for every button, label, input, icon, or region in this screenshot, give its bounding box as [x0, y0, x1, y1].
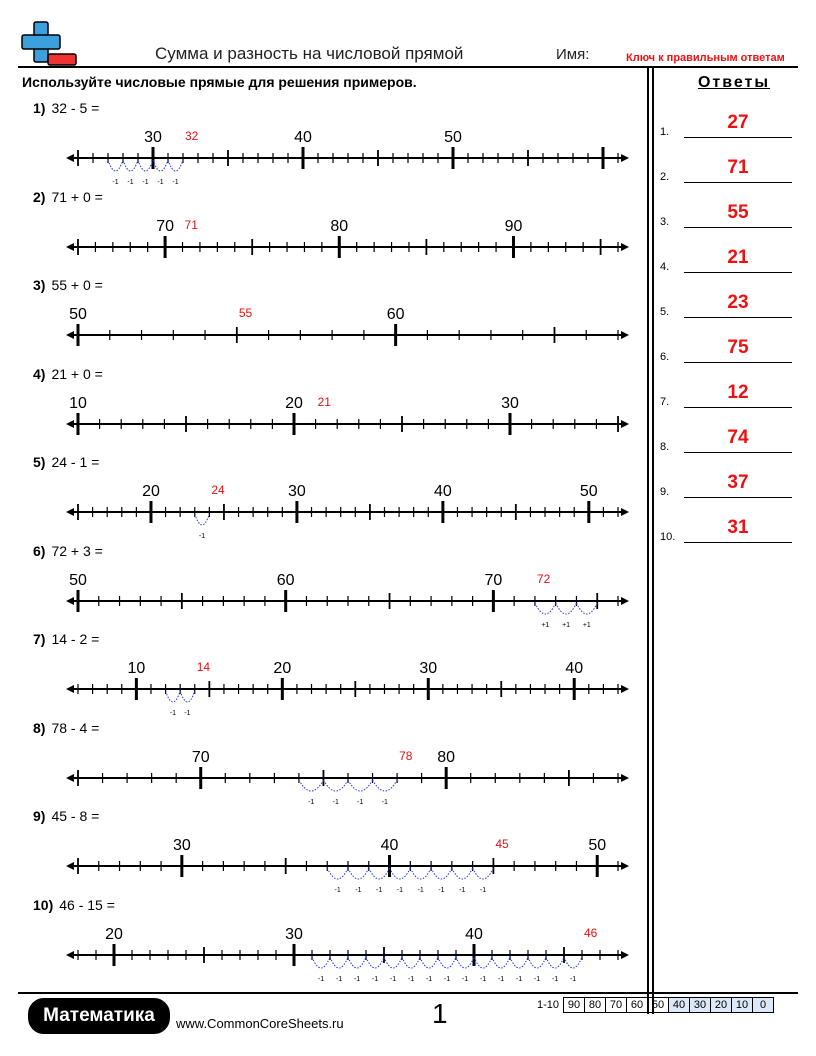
- jump-label: +1: [541, 621, 550, 629]
- tick-label: 50: [444, 129, 462, 146]
- jump-arc: [330, 957, 348, 968]
- number-line: [0, 720, 650, 810]
- jump-label: -1: [332, 798, 339, 806]
- answer-row: [660, 468, 792, 498]
- jump-label: -1: [417, 887, 424, 894]
- answer-row: [660, 198, 792, 228]
- answer-number: 3.: [660, 216, 670, 228]
- jump-arc: [123, 160, 138, 171]
- score-cell: 20: [711, 998, 732, 1013]
- answer-value: 37: [727, 472, 749, 493]
- answer-row: [660, 378, 792, 408]
- arrow-right-icon: [621, 243, 629, 251]
- score-cell: 0: [753, 998, 774, 1013]
- answer-number: 8.: [660, 441, 670, 453]
- start-mark-label: 71: [184, 217, 198, 232]
- tick-label: 40: [465, 925, 483, 943]
- jump-label: -1: [443, 975, 451, 983]
- answer-number: 7.: [660, 396, 670, 408]
- jump-arc: [528, 957, 546, 968]
- jump-arc: [576, 603, 597, 614]
- problem-expression: 46 - 15 =: [59, 896, 115, 913]
- answer-value: 31: [727, 517, 749, 538]
- answer-row: [660, 513, 792, 543]
- tick-label: 20: [285, 394, 303, 412]
- answer-row: [660, 288, 792, 318]
- problem-expression: 32 - 5 =: [51, 100, 100, 116]
- jump-label: -1: [308, 798, 315, 806]
- jump-arc: [456, 957, 474, 968]
- answers-title: Ответы: [697, 74, 771, 91]
- jump-label: -1: [355, 887, 362, 894]
- jump-arc: [510, 957, 528, 968]
- number-line: [0, 897, 650, 987]
- jump-arc: [556, 603, 577, 614]
- tick-label: 10: [69, 394, 87, 412]
- answer-value: 55: [727, 202, 749, 223]
- score-table: [534, 997, 774, 1013]
- jump-label: -1: [461, 975, 469, 983]
- jump-arc: [474, 957, 492, 968]
- jump-arc: [369, 868, 390, 879]
- problem-number: 6): [33, 542, 46, 559]
- answer-line: [684, 452, 792, 453]
- score-cell: 60: [627, 998, 648, 1013]
- answer-number: 1.: [660, 126, 670, 138]
- answer-line: [684, 497, 792, 498]
- number-line: [0, 100, 650, 190]
- arrow-right-icon: [621, 154, 629, 162]
- jump-arc: [108, 160, 123, 171]
- problem-expression: 24 - 1 =: [51, 454, 100, 470]
- tick-label: 70: [156, 217, 174, 235]
- jump-arc: [431, 868, 452, 879]
- tick-label: 40: [380, 837, 399, 854]
- arrow-left-icon: [66, 420, 74, 428]
- answer-value: 75: [727, 337, 749, 358]
- number-line: [0, 543, 650, 633]
- answer-number: 4.: [660, 261, 670, 273]
- tick-label: 70: [191, 748, 210, 766]
- arrow-right-icon: [621, 420, 629, 428]
- jump-arc: [452, 868, 473, 879]
- tick-label: 30: [285, 925, 303, 943]
- arrow-left-icon: [66, 862, 74, 870]
- jump-label: +1: [562, 621, 571, 629]
- tick-label: 30: [501, 394, 519, 412]
- tick-label: 40: [433, 483, 452, 500]
- arrow-right-icon: [621, 597, 629, 605]
- tick-label: 30: [288, 483, 306, 500]
- problem-expression: 55 + 0 =: [51, 277, 103, 293]
- tick-label: 20: [105, 925, 123, 943]
- tick-label: 10: [127, 660, 146, 677]
- tick-label: 60: [276, 571, 295, 589]
- number-line: [0, 454, 650, 544]
- tick-label: 40: [565, 660, 584, 677]
- answer-row: [660, 423, 792, 453]
- answer-value: 74: [727, 427, 749, 448]
- arrow-left-icon: [66, 508, 74, 516]
- problem-expression: 14 - 2 =: [51, 631, 100, 647]
- answer-value: 71: [727, 157, 749, 178]
- problem-number: 7): [33, 631, 46, 647]
- page-number: 1: [432, 998, 448, 1029]
- score-cell: 30: [690, 998, 711, 1013]
- start-mark-label: 46: [584, 925, 598, 940]
- problem-expression: 72 + 3 =: [51, 542, 103, 559]
- score-cell: 50: [648, 998, 669, 1013]
- jump-arc: [420, 957, 438, 968]
- jump-label: -1: [169, 710, 176, 717]
- problem-number: 2): [33, 188, 46, 205]
- jump-arc: [153, 160, 168, 171]
- logo-icon: [20, 20, 80, 70]
- tick-label: 40: [294, 129, 312, 146]
- score-range-label: 1-10: [537, 999, 560, 1011]
- jump-label: -1: [479, 887, 487, 894]
- answer-value: 27: [727, 112, 749, 133]
- answer-value: 12: [727, 382, 749, 403]
- score-cell: 80: [585, 998, 606, 1013]
- answer-line: [684, 362, 792, 363]
- start-mark-label: 24: [211, 483, 225, 497]
- jump-label: -1: [357, 798, 364, 806]
- subject-badge: Математика: [28, 998, 170, 1034]
- answer-line: [684, 227, 792, 228]
- score-cell: 40: [669, 998, 690, 1013]
- answer-line: [684, 137, 792, 138]
- jump-label: -1: [497, 975, 505, 983]
- jump-arc: [390, 868, 411, 879]
- column-divider: [652, 66, 654, 1014]
- jump-label: -1: [157, 179, 164, 186]
- jump-label: -1: [389, 975, 397, 983]
- arrow-left-icon: [66, 243, 74, 251]
- jump-label: -1: [112, 179, 119, 186]
- jump-arc: [366, 957, 384, 968]
- jump-arc: [546, 957, 564, 968]
- jump-arc: [327, 868, 348, 879]
- arrow-right-icon: [621, 331, 629, 339]
- arrow-left-icon: [66, 331, 74, 339]
- tick-label: 50: [69, 306, 87, 323]
- tick-label: 80: [330, 217, 349, 235]
- jump-arc: [180, 691, 195, 702]
- jump-label: -1: [407, 975, 415, 983]
- jump-arc: [299, 780, 324, 791]
- jump-label: -1: [515, 975, 523, 983]
- footer-divider: [18, 992, 798, 994]
- arrow-right-icon: [621, 685, 629, 693]
- start-mark-label: 21: [317, 394, 331, 409]
- problem-number: 4): [33, 365, 46, 382]
- tick-label: 90: [504, 217, 523, 235]
- score-cell: 10: [732, 998, 753, 1013]
- jump-label: -1: [376, 887, 383, 894]
- jump-arc: [348, 957, 366, 968]
- arrow-right-icon: [621, 862, 629, 870]
- jump-arc: [138, 160, 153, 171]
- number-line: [0, 808, 650, 898]
- jump-arc: [473, 868, 494, 879]
- start-mark-label: 14: [196, 660, 211, 674]
- answer-value: 23: [727, 292, 749, 313]
- arrow-right-icon: [621, 774, 629, 782]
- start-mark-label: 32: [185, 129, 199, 143]
- jump-arc: [402, 957, 420, 968]
- header-divider: [18, 66, 798, 68]
- instructions: Используйте числовые прямые для решения примеров.: [22, 74, 417, 90]
- problem-number: 9): [33, 808, 46, 824]
- problem-number: 10): [33, 896, 54, 913]
- tick-label: 70: [484, 571, 503, 589]
- jump-label: -1: [551, 975, 559, 983]
- tick-label: 50: [588, 837, 607, 854]
- tick-label: 20: [273, 660, 292, 677]
- jump-label: -1: [198, 533, 206, 540]
- jump-arc: [348, 868, 369, 879]
- jump-arc: [373, 780, 398, 791]
- answer-line: [684, 407, 792, 408]
- start-mark-label: 45: [495, 837, 509, 851]
- jump-arc: [564, 957, 582, 968]
- jump-label: -1: [533, 975, 541, 983]
- number-line: [0, 189, 650, 279]
- jump-label: -1: [479, 975, 487, 983]
- answer-key-label: Ключ к правильным ответам: [626, 52, 785, 64]
- problem-expression: 71 + 0 =: [51, 188, 103, 205]
- arrow-left-icon: [66, 597, 74, 605]
- jump-label: -1: [371, 975, 379, 983]
- jump-arc: [438, 957, 456, 968]
- start-mark-label: 72: [536, 571, 551, 586]
- jump-label: -1: [381, 798, 388, 806]
- answer-row: [660, 108, 792, 138]
- answer-number: 6.: [660, 351, 670, 363]
- jump-arc: [323, 780, 348, 791]
- score-cell: 70: [606, 998, 627, 1013]
- tick-label: 80: [437, 748, 456, 766]
- problem-expression: 21 + 0 =: [51, 365, 103, 382]
- problem-expression: 45 - 8 =: [51, 808, 100, 824]
- problem-number: 3): [33, 277, 46, 293]
- jump-arc: [348, 780, 373, 791]
- jump-arc: [410, 868, 431, 879]
- score-cell: 90: [564, 998, 585, 1013]
- jump-arc: [535, 603, 556, 614]
- tick-label: 30: [172, 837, 191, 854]
- tick-label: 20: [142, 483, 160, 500]
- problem-number: 8): [33, 719, 46, 736]
- arrow-left-icon: [66, 685, 74, 693]
- arrow-left-icon: [66, 951, 74, 959]
- number-line: [0, 277, 650, 367]
- arrow-right-icon: [621, 508, 629, 516]
- name-label: Имя:: [556, 46, 590, 63]
- jump-label: -1: [142, 179, 149, 186]
- arrow-left-icon: [66, 154, 74, 162]
- tick-label: 30: [144, 129, 162, 146]
- jump-label: -1: [353, 975, 361, 983]
- answer-number: 5.: [660, 306, 670, 318]
- jump-label: -1: [569, 975, 577, 983]
- start-mark-label: 55: [238, 306, 253, 320]
- jump-arc: [166, 691, 181, 702]
- jump-label: -1: [335, 975, 343, 983]
- answer-number: 2.: [660, 171, 670, 183]
- number-line: [0, 366, 650, 456]
- jump-label: -1: [334, 887, 341, 894]
- page-title: Сумма и разность на числовой прямой: [155, 44, 464, 63]
- jump-label: -1: [127, 179, 134, 186]
- problem-number: 5): [33, 454, 46, 470]
- problem-number: 1): [33, 100, 46, 116]
- jump-label: +1: [582, 621, 591, 629]
- jump-arc: [492, 957, 510, 968]
- jump-label: -1: [184, 710, 191, 717]
- problem-expression: 78 - 4 =: [51, 719, 100, 736]
- jump-label: -1: [317, 975, 325, 983]
- arrow-left-icon: [66, 774, 74, 782]
- jump-arc: [195, 514, 210, 525]
- jump-arc: [312, 957, 330, 968]
- answer-line: [684, 542, 792, 543]
- jump-label: -1: [425, 975, 433, 983]
- answer-value: 21: [727, 247, 749, 268]
- answer-line: [684, 272, 792, 273]
- site-url: www.CommonCoreSheets.ru: [176, 1016, 344, 1031]
- tick-label: 30: [419, 660, 438, 677]
- answer-row: [660, 243, 792, 273]
- answer-row: [660, 153, 792, 183]
- jump-label: -1: [172, 179, 179, 186]
- jump-label: -1: [396, 887, 404, 894]
- jump-label: -1: [438, 887, 445, 894]
- jump-arc: [168, 160, 183, 171]
- answer-line: [684, 317, 792, 318]
- jump-arc: [384, 957, 402, 968]
- tick-label: 50: [69, 571, 87, 589]
- answer-number: 10.: [660, 531, 676, 543]
- answer-row: [660, 333, 792, 363]
- jump-label: -1: [459, 887, 466, 894]
- start-mark-label: 78: [399, 748, 413, 763]
- answer-number: 9.: [660, 486, 670, 498]
- arrow-right-icon: [621, 951, 629, 959]
- number-line: [0, 631, 650, 721]
- tick-label: 50: [579, 483, 598, 500]
- tick-label: 60: [386, 306, 405, 323]
- answer-line: [684, 182, 792, 183]
